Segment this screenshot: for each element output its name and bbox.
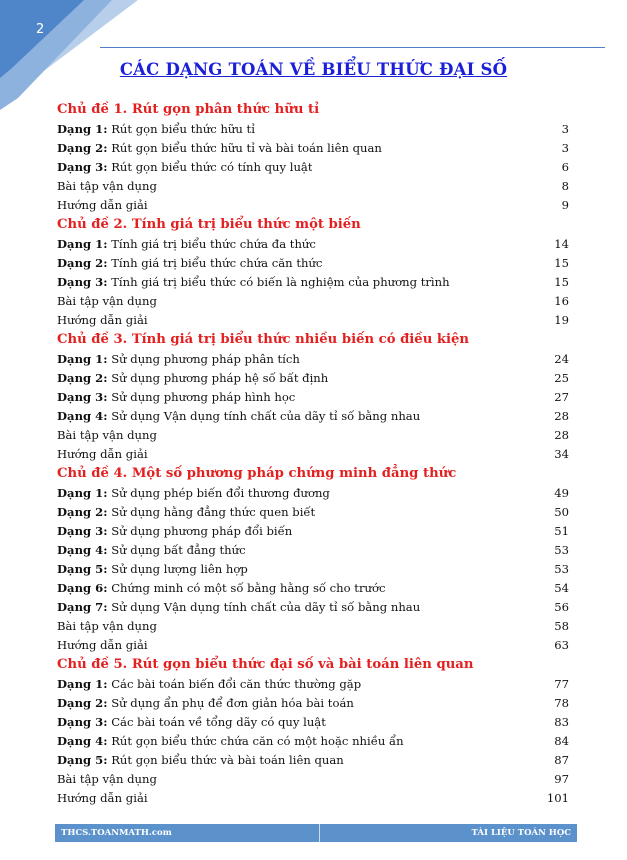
toc-entry-title: Hướng dẫn giải [57,638,148,652]
toc-entry [57,713,569,732]
toc-entry-page: 97 [554,772,569,786]
chapter-heading: Chủ đề 4. Một số phương pháp chứng minh đẳng thức [57,466,457,481]
toc-entry-label: Dạng 5: [57,753,108,767]
toc-entry-title: Sử dụng phương pháp hệ số bất định [111,371,329,385]
toc-entry [57,350,569,369]
toc-entry-title: Hướng dẫn giải [57,198,148,212]
toc-entry-title: Hướng dẫn giải [57,791,148,805]
chapter-heading: Chủ đề 3. Tính giá trị biểu thức nhiều biến có điều kiện [57,332,470,347]
toc-entry-title: Hướng dẫn giải [57,447,148,461]
toc-entry [57,426,569,445]
toc-entry-label: Dạng 2: [57,371,108,385]
toc-entry-label: Dạng 4: [57,543,108,557]
toc-entry-page: 6 [561,160,569,174]
toc-entry-text [57,350,300,369]
toc-entry-label: Dạng 6: [57,581,108,595]
toc-entry-text [57,541,246,560]
toc-entry-title: Rút gọn biểu thức chứa căn có một hoặc nhiều ẩn [111,734,404,748]
toc-entry-label: Dạng 2: [57,505,108,519]
toc-entry-text [57,120,255,139]
toc-entry-text [57,636,148,655]
toc-entry [57,484,569,503]
toc-entry-title: Sử dụng Vận dụng tính chất của dãy tỉ số bằng nhau [111,600,421,614]
toc-entry-text [57,139,382,158]
toc-entry [57,407,569,426]
toc-entry [57,770,569,789]
toc-entry-text [57,311,148,330]
toc-entry-title: Tính giá trị biểu thức chứa đa thức [111,237,316,251]
toc-entry-page: 51 [554,524,569,538]
toc-entry [57,177,569,196]
toc-entry-page: 25 [554,371,569,385]
chapter-heading: Chủ đề 2. Tính giá trị biểu thức một biến [57,217,361,232]
toc-entry-text [57,617,157,636]
toc-entry-page: 3 [561,122,569,136]
footer-divider [319,824,320,842]
toc-entry [57,445,569,464]
toc-entry-title: Chứng minh có một số bằng hằng số cho trước [111,581,386,595]
toc-entry-label: Dạng 2: [57,696,108,710]
toc-entry [57,235,569,254]
toc-entry-page: 83 [554,715,569,729]
toc-entry-label: Dạng 3: [57,275,108,289]
toc-entry-page: 50 [554,505,569,519]
toc-entry-text [57,770,157,789]
toc-entry [57,311,569,330]
toc-entry [57,675,569,694]
corner-decoration [0,0,150,110]
toc-entry-label: Dạng 2: [57,256,108,270]
toc-entry-page: 27 [554,390,569,404]
toc-entry-title: Các bài toán về tổng dãy có quy luật [111,715,326,729]
toc-entry-title: Bài tập vận dụng [57,772,157,786]
toc-entry-page: 63 [554,638,569,652]
toc-entry [57,541,569,560]
toc-entry [57,503,569,522]
toc-entry-title: Bài tập vận dụng [57,619,157,633]
toc-entry-text [57,713,326,732]
toc-entry-text [57,426,157,445]
toc-entry-text [57,675,361,694]
toc-entry-text [57,560,248,579]
toc-entry-title: Sử dụng lượng liên hợp [111,562,248,576]
toc-entry-title: Bài tập vận dụng [57,179,157,193]
toc-entry-title: Rút gọn biểu thức hữu tỉ [111,122,255,136]
toc-entry [57,598,569,617]
toc-entry-label: Dạng 1: [57,486,108,500]
toc-entry-text [57,369,328,388]
toc-entry-title: Sử dụng phương pháp đổi biến [111,524,293,538]
toc-entry [57,139,569,158]
toc-entry-text [57,177,157,196]
toc-entry [57,120,569,139]
toc-entry-title: Sử dụng phương pháp hình học [111,390,296,404]
toc-entry-label: Dạng 1: [57,677,108,691]
toc-entry-label: Dạng 7: [57,600,108,614]
toc-entry-label: Dạng 1: [57,237,108,251]
toc-entry-title: Sử dụng bất đẳng thức [111,543,246,557]
toc-entry-text [57,196,148,215]
toc-entry-page: 28 [554,409,569,423]
toc-entry-text [57,484,330,503]
toc-entry-text [57,694,354,713]
toc-entry [57,292,569,311]
toc-entry-text [57,254,322,273]
chapter-heading: Chủ đề 1. Rút gọn phân thức hữu tỉ [57,102,320,117]
table-of-contents [57,100,569,808]
toc-entry [57,254,569,273]
toc-entry-label: Dạng 4: [57,734,108,748]
toc-entry [57,636,569,655]
header-rule [100,47,605,48]
toc-entry-page: 56 [554,600,569,614]
toc-entry-label: Dạng 3: [57,390,108,404]
toc-entry-text [57,751,344,770]
toc-entry-page: 15 [554,275,569,289]
toc-entry-title: Sử dụng Vận dụng tính chất của dãy tỉ số bằng nhau [111,409,421,423]
page-footer [55,824,577,842]
toc-entry-label: Dạng 1: [57,352,108,366]
toc-entry [57,732,569,751]
footer-label: TÀI LIỆU TOÁN HỌC [471,828,571,838]
toc-entry-page: 9 [561,198,569,212]
toc-entry-page: 87 [554,753,569,767]
toc-entry-text [57,598,420,617]
toc-entry-page: 24 [554,352,569,366]
toc-entry-title: Tính giá trị biểu thức có biến là nghiệm của phương trình [111,275,450,289]
toc-entry-title: Bài tập vận dụng [57,428,157,442]
toc-entry-title: Các bài toán biến đổi căn thức thường gặp [111,677,362,691]
toc-entry-page: 84 [554,734,569,748]
toc-entry-label: Dạng 1: [57,122,108,136]
toc-entry-text [57,388,295,407]
footer-website: THCS.TOANMATH.com [61,828,172,838]
toc-entry [57,789,569,808]
toc-entry-page: 15 [554,256,569,270]
toc-entry-page: 16 [554,294,569,308]
toc-entry-title: Rút gọn biểu thức và bài toán liên quan [111,753,344,767]
toc-entry [57,579,569,598]
toc-entry-page: 53 [554,562,569,576]
toc-entry [57,196,569,215]
toc-entry [57,694,569,713]
toc-entry-page: 49 [554,486,569,500]
toc-entry [57,560,569,579]
toc-entry-page: 8 [561,179,569,193]
toc-entry-title: Rút gọn biểu thức có tính quy luật [111,160,313,174]
toc-entry-text [57,273,450,292]
toc-entry-page: 53 [554,543,569,557]
toc-entry [57,158,569,177]
page-number: 2 [36,22,45,37]
toc-entry-page: 34 [554,447,569,461]
toc-entry-title: Bài tập vận dụng [57,294,157,308]
toc-entry-text [57,407,420,426]
toc-entry-page: 3 [561,141,569,155]
toc-entry-title: Sử dụng ẩn phụ để đơn giản hóa bài toán [111,696,354,710]
toc-entry [57,617,569,636]
document-title: CÁC DẠNG TOÁN VỀ BIỂU THỨC ĐẠI SỐ [119,60,508,79]
toc-entry-label: Dạng 3: [57,160,108,174]
toc-entry [57,273,569,292]
toc-entry-label: Dạng 3: [57,524,108,538]
toc-entry-label: Dạng 3: [57,715,108,729]
toc-entry [57,522,569,541]
toc-entry-page: 101 [546,791,569,805]
toc-entry-text [57,445,148,464]
toc-entry-page: 19 [554,313,569,327]
toc-entry-title: Sử dụng hằng đẳng thức quen biết [111,505,316,519]
toc-entry-page: 14 [554,237,569,251]
toc-entry-title: Sử dụng phép biến đổi thương đương [111,486,330,500]
toc-entry-page: 77 [554,677,569,691]
toc-entry-text [57,522,292,541]
toc-entry-title: Hướng dẫn giải [57,313,148,327]
toc-entry-text [57,292,157,311]
toc-entry-title: Tính giá trị biểu thức chứa căn thức [111,256,323,270]
toc-entry-label: Dạng 2: [57,141,108,155]
toc-entry-text [57,789,148,808]
toc-entry [57,751,569,770]
toc-entry-label: Dạng 5: [57,562,108,576]
toc-entry-text [57,503,315,522]
toc-entry-page: 58 [554,619,569,633]
toc-entry-text [57,158,312,177]
toc-entry-label: Dạng 4: [57,409,108,423]
toc-entry-page: 78 [554,696,569,710]
toc-entry-page: 28 [554,428,569,442]
toc-entry-page: 54 [554,581,569,595]
toc-entry-text [57,235,316,254]
toc-entry-text [57,732,404,751]
chapter-heading: Chủ đề 5. Rút gọn biểu thức đại số và bài toán liên quan [57,657,474,672]
toc-entry-text [57,579,385,598]
toc-entry-title: Rút gọn biểu thức hữu tỉ và bài toán liên quan [111,141,382,155]
toc-entry [57,369,569,388]
toc-entry-title: Sử dụng phương pháp phân tích [111,352,300,366]
toc-entry [57,388,569,407]
